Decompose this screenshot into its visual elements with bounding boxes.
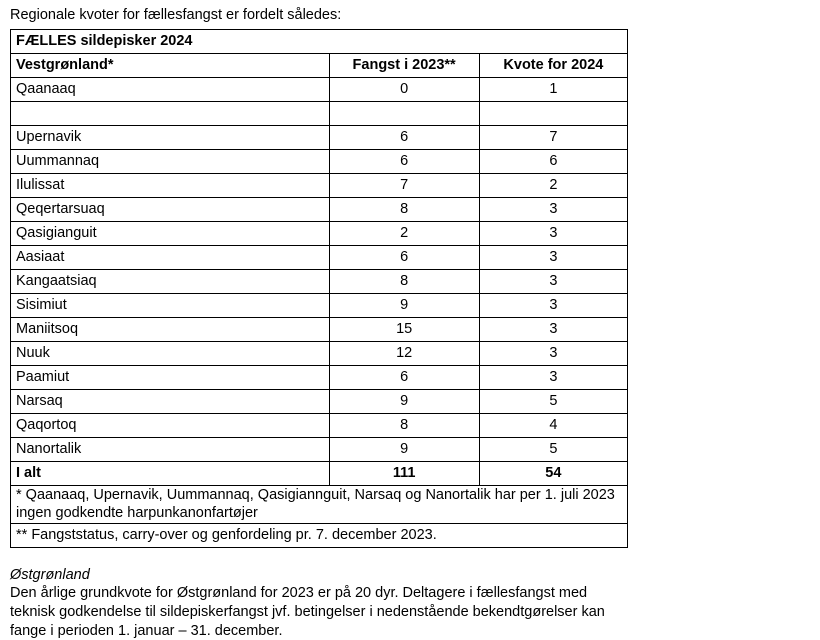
row-quota-2024: 6 (479, 150, 627, 174)
table-footnote-2: ** Fangststatus, carry-over og genfordeling pr. 7. december 2023. (11, 523, 628, 547)
section-paragraph: Den årlige grundkvote for Østgrønland for 2023 er på 20 dyr. Deltagere i fællesfangst med teknisk godkendelse til sildepiskerfangst jvf. betingelser i nedenstående bekendtgørelser kan fange i perioden 1. januar – 31. december. (10, 584, 605, 639)
table-total-row (11, 462, 628, 486)
row-place: Qaanaaq (11, 78, 330, 102)
row-place: Kangaatsiaq (11, 270, 330, 294)
column-header-place: Vestgrønland* (11, 54, 330, 78)
row-place: Maniitsoq (11, 318, 330, 342)
table-row (11, 174, 628, 198)
row-catch-2023: 6 (329, 366, 479, 390)
row-place: Qasigianguit (11, 222, 330, 246)
row-catch-2023: 6 (329, 246, 479, 270)
spacer-cell (11, 102, 330, 126)
row-catch-2023: 9 (329, 294, 479, 318)
quota-table-body (11, 30, 628, 548)
section-heading: Østgrønland (10, 566, 90, 583)
row-quota-2024: 7 (479, 126, 627, 150)
spacer-cell (329, 102, 479, 126)
row-quota-2024: 3 (479, 294, 627, 318)
vertical-spacer (10, 548, 630, 567)
table-row (11, 270, 628, 294)
row-place: Sisimiut (11, 294, 330, 318)
table-row (11, 246, 628, 270)
section-after-table (10, 548, 630, 640)
row-quota-2024: 3 (479, 318, 627, 342)
table-title-row (11, 30, 628, 54)
row-catch-2023: 0 (329, 78, 479, 102)
row-catch-2023: 9 (329, 438, 479, 462)
row-quota-2024: 3 (479, 270, 627, 294)
row-place: Narsaq (11, 390, 330, 414)
table-note-row (11, 486, 628, 524)
row-place: Uummannaq (11, 150, 330, 174)
row-place: Aasiaat (11, 246, 330, 270)
total-quota-2024: 54 (479, 462, 627, 486)
row-quota-2024: 2 (479, 174, 627, 198)
table-row (11, 126, 628, 150)
table-note-row (11, 523, 628, 547)
row-place: Nuuk (11, 342, 330, 366)
table-footnote-1: * Qaanaaq, Upernavik, Uummannaq, Qasigiannguit, Narsaq og Nanortalik har per 1. juli 2023 ingen godkendte harpunkanonfartøjer (11, 486, 628, 524)
table-row (11, 198, 628, 222)
row-quota-2024: 4 (479, 414, 627, 438)
row-quota-2024: 5 (479, 390, 627, 414)
row-quota-2024: 3 (479, 366, 627, 390)
table-row (11, 390, 628, 414)
row-catch-2023: 12 (329, 342, 479, 366)
table-row (11, 222, 628, 246)
row-place: Nanortalik (11, 438, 330, 462)
row-quota-2024: 3 (479, 222, 627, 246)
table-row (11, 414, 628, 438)
row-quota-2024: 3 (479, 198, 627, 222)
table-spacer-row (11, 102, 628, 126)
table-row (11, 366, 628, 390)
table-header-row (11, 54, 628, 78)
total-catch-2023: 111 (329, 462, 479, 486)
quota-table (10, 29, 628, 548)
row-catch-2023: 15 (329, 318, 479, 342)
total-label: I alt (11, 462, 330, 486)
row-place: Qeqertarsuaq (11, 198, 330, 222)
row-catch-2023: 9 (329, 390, 479, 414)
table-title: FÆLLES sildepisker 2024 (11, 30, 628, 54)
row-quota-2024: 3 (479, 246, 627, 270)
row-quota-2024: 3 (479, 342, 627, 366)
column-header-catch-2023: Fangst i 2023** (329, 54, 479, 78)
row-catch-2023: 8 (329, 198, 479, 222)
table-row (11, 78, 628, 102)
table-row (11, 318, 628, 342)
column-header-quota-2024: Kvote for 2024 (479, 54, 627, 78)
row-quota-2024: 5 (479, 438, 627, 462)
row-quota-2024: 1 (479, 78, 627, 102)
table-row (11, 150, 628, 174)
intro-text: Regionale kvoter for fællesfangst er fordelt således: (10, 7, 342, 23)
spacer-cell (479, 102, 627, 126)
row-catch-2023: 2 (329, 222, 479, 246)
row-place: Qaqortoq (11, 414, 330, 438)
table-row (11, 342, 628, 366)
row-catch-2023: 7 (329, 174, 479, 198)
table-row (11, 294, 628, 318)
row-place: Ilulissat (11, 174, 330, 198)
row-catch-2023: 8 (329, 270, 479, 294)
row-catch-2023: 6 (329, 126, 479, 150)
row-catch-2023: 8 (329, 414, 479, 438)
table-row (11, 438, 628, 462)
row-catch-2023: 6 (329, 150, 479, 174)
row-place: Paamiut (11, 366, 330, 390)
row-place: Upernavik (11, 126, 330, 150)
